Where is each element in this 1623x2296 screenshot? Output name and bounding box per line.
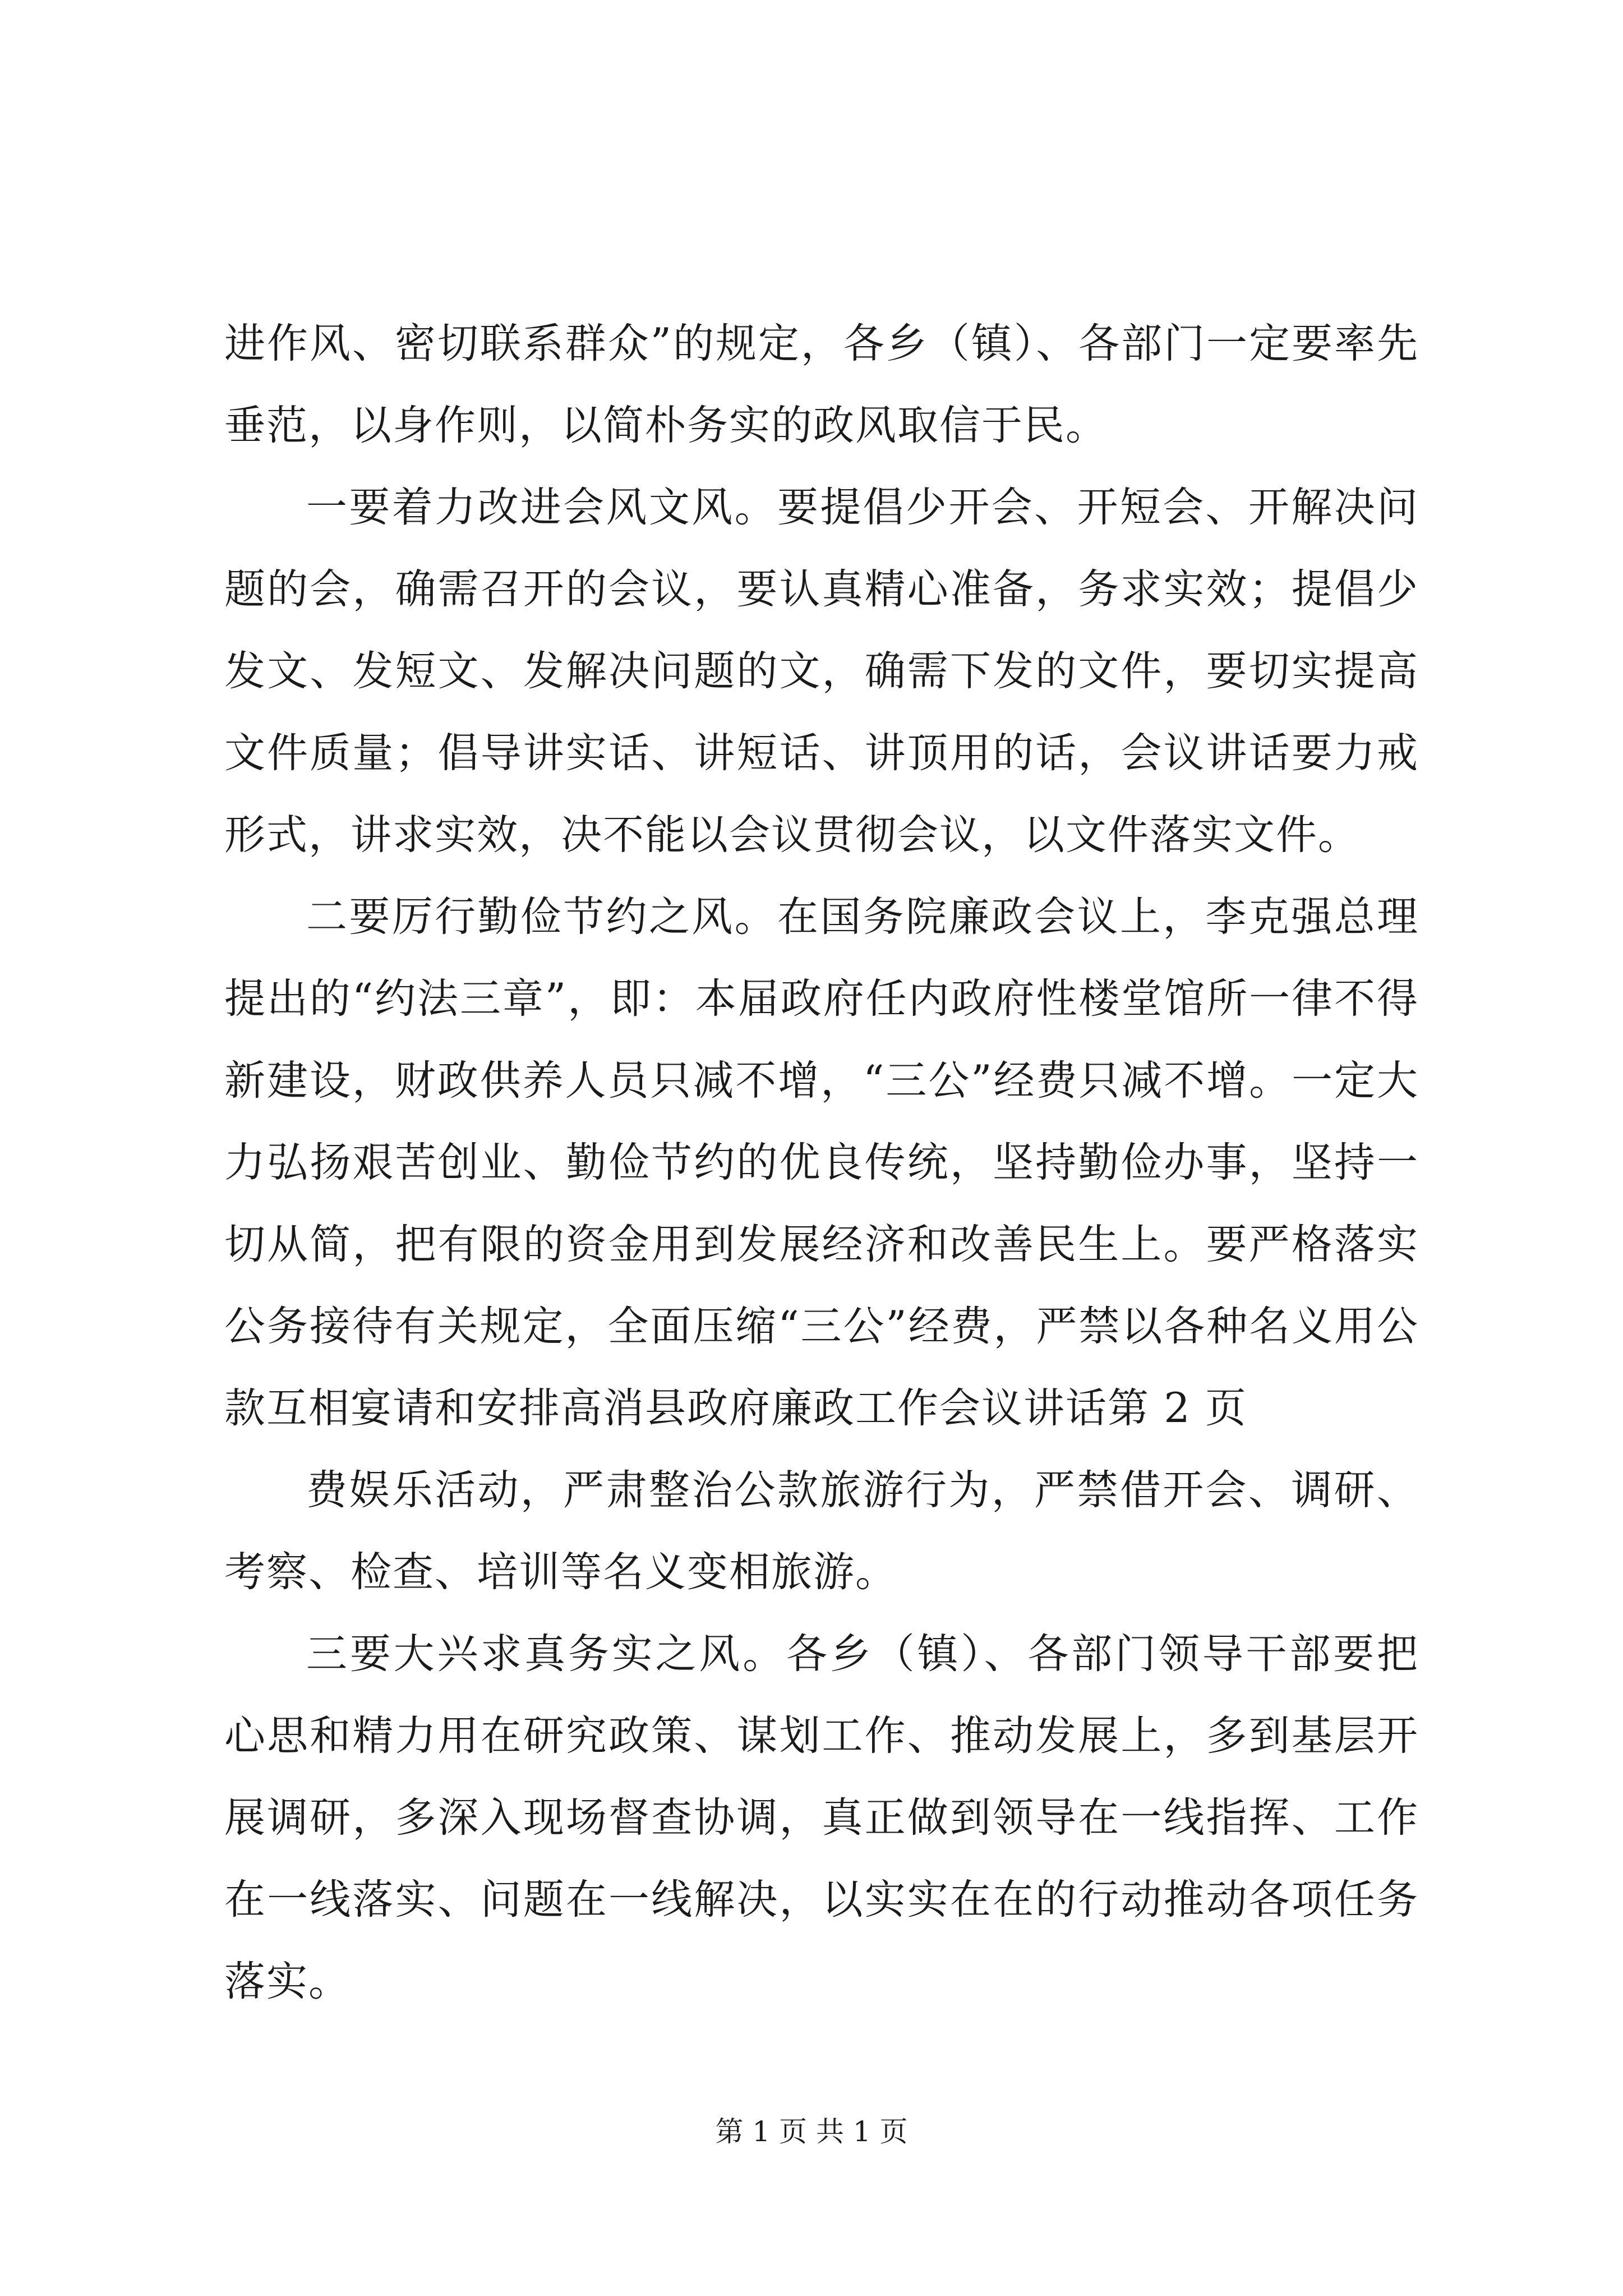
page-footer: 第 1 页 共 1 页 [715, 2115, 908, 2148]
paragraph: 费娱乐活动，严肃整治公款旅游行为，严禁借开会、调研、考察、检查、培训等名义变相旅游。 [224, 1466, 1419, 1596]
paragraph: 三要大兴求真务实之风。各乡（镇）、各部门领导干部要把心思和精力用在研究政策、谋划工作、推动发展上，多到基层开展调研，多深入现场督查协调，真正做到领导在一线指挥、工作在一线落实、问题在一线解决，以实实在在的行动推动各项任务落实。 [224, 1630, 1419, 2005]
paragraph: 一要着力改进会风文风。要提倡少开会、开短会、开解决问题的会，确需召开的会议，要认真精心准备，务求实效；提倡少发文、发短文、发解决问题的文，确需下发的文件，要切实提高文件质量；倡导讲实话、讲短话、讲顶用的话，会议讲话要力戒形式，讲求实效，决不能以会议贯彻会议，以文件落实文件。 [224, 484, 1419, 859]
paragraph: 进作风、密切联系群众”的规定，各乡（镇）、各部门一定要率先垂范，以身作则，以简朴务实的政风取信于民。 [224, 320, 1419, 449]
paragraph: 二要厉行勤俭节约之风。在国务院廉政会议上，李克强总理提出的“约法三章”，即：本届政府任内政府性楼堂馆所一律不得新建设，财政供养人员只减不增，“三公”经费只减不增。一定大力弘扬艰苦创业、勤俭节约的优良传统，坚持勤俭办事，坚持一切从简，把有限的资金用到发展经济和改善民生上。要严格落实公务接待有关规定，全面压缩“三公”经费，严禁以各种名义用公款互相宴请和安排高消县政府廉政工作会议讲话第 2 页 [224, 893, 1419, 1432]
document-body [224, 303, 1419, 2023]
